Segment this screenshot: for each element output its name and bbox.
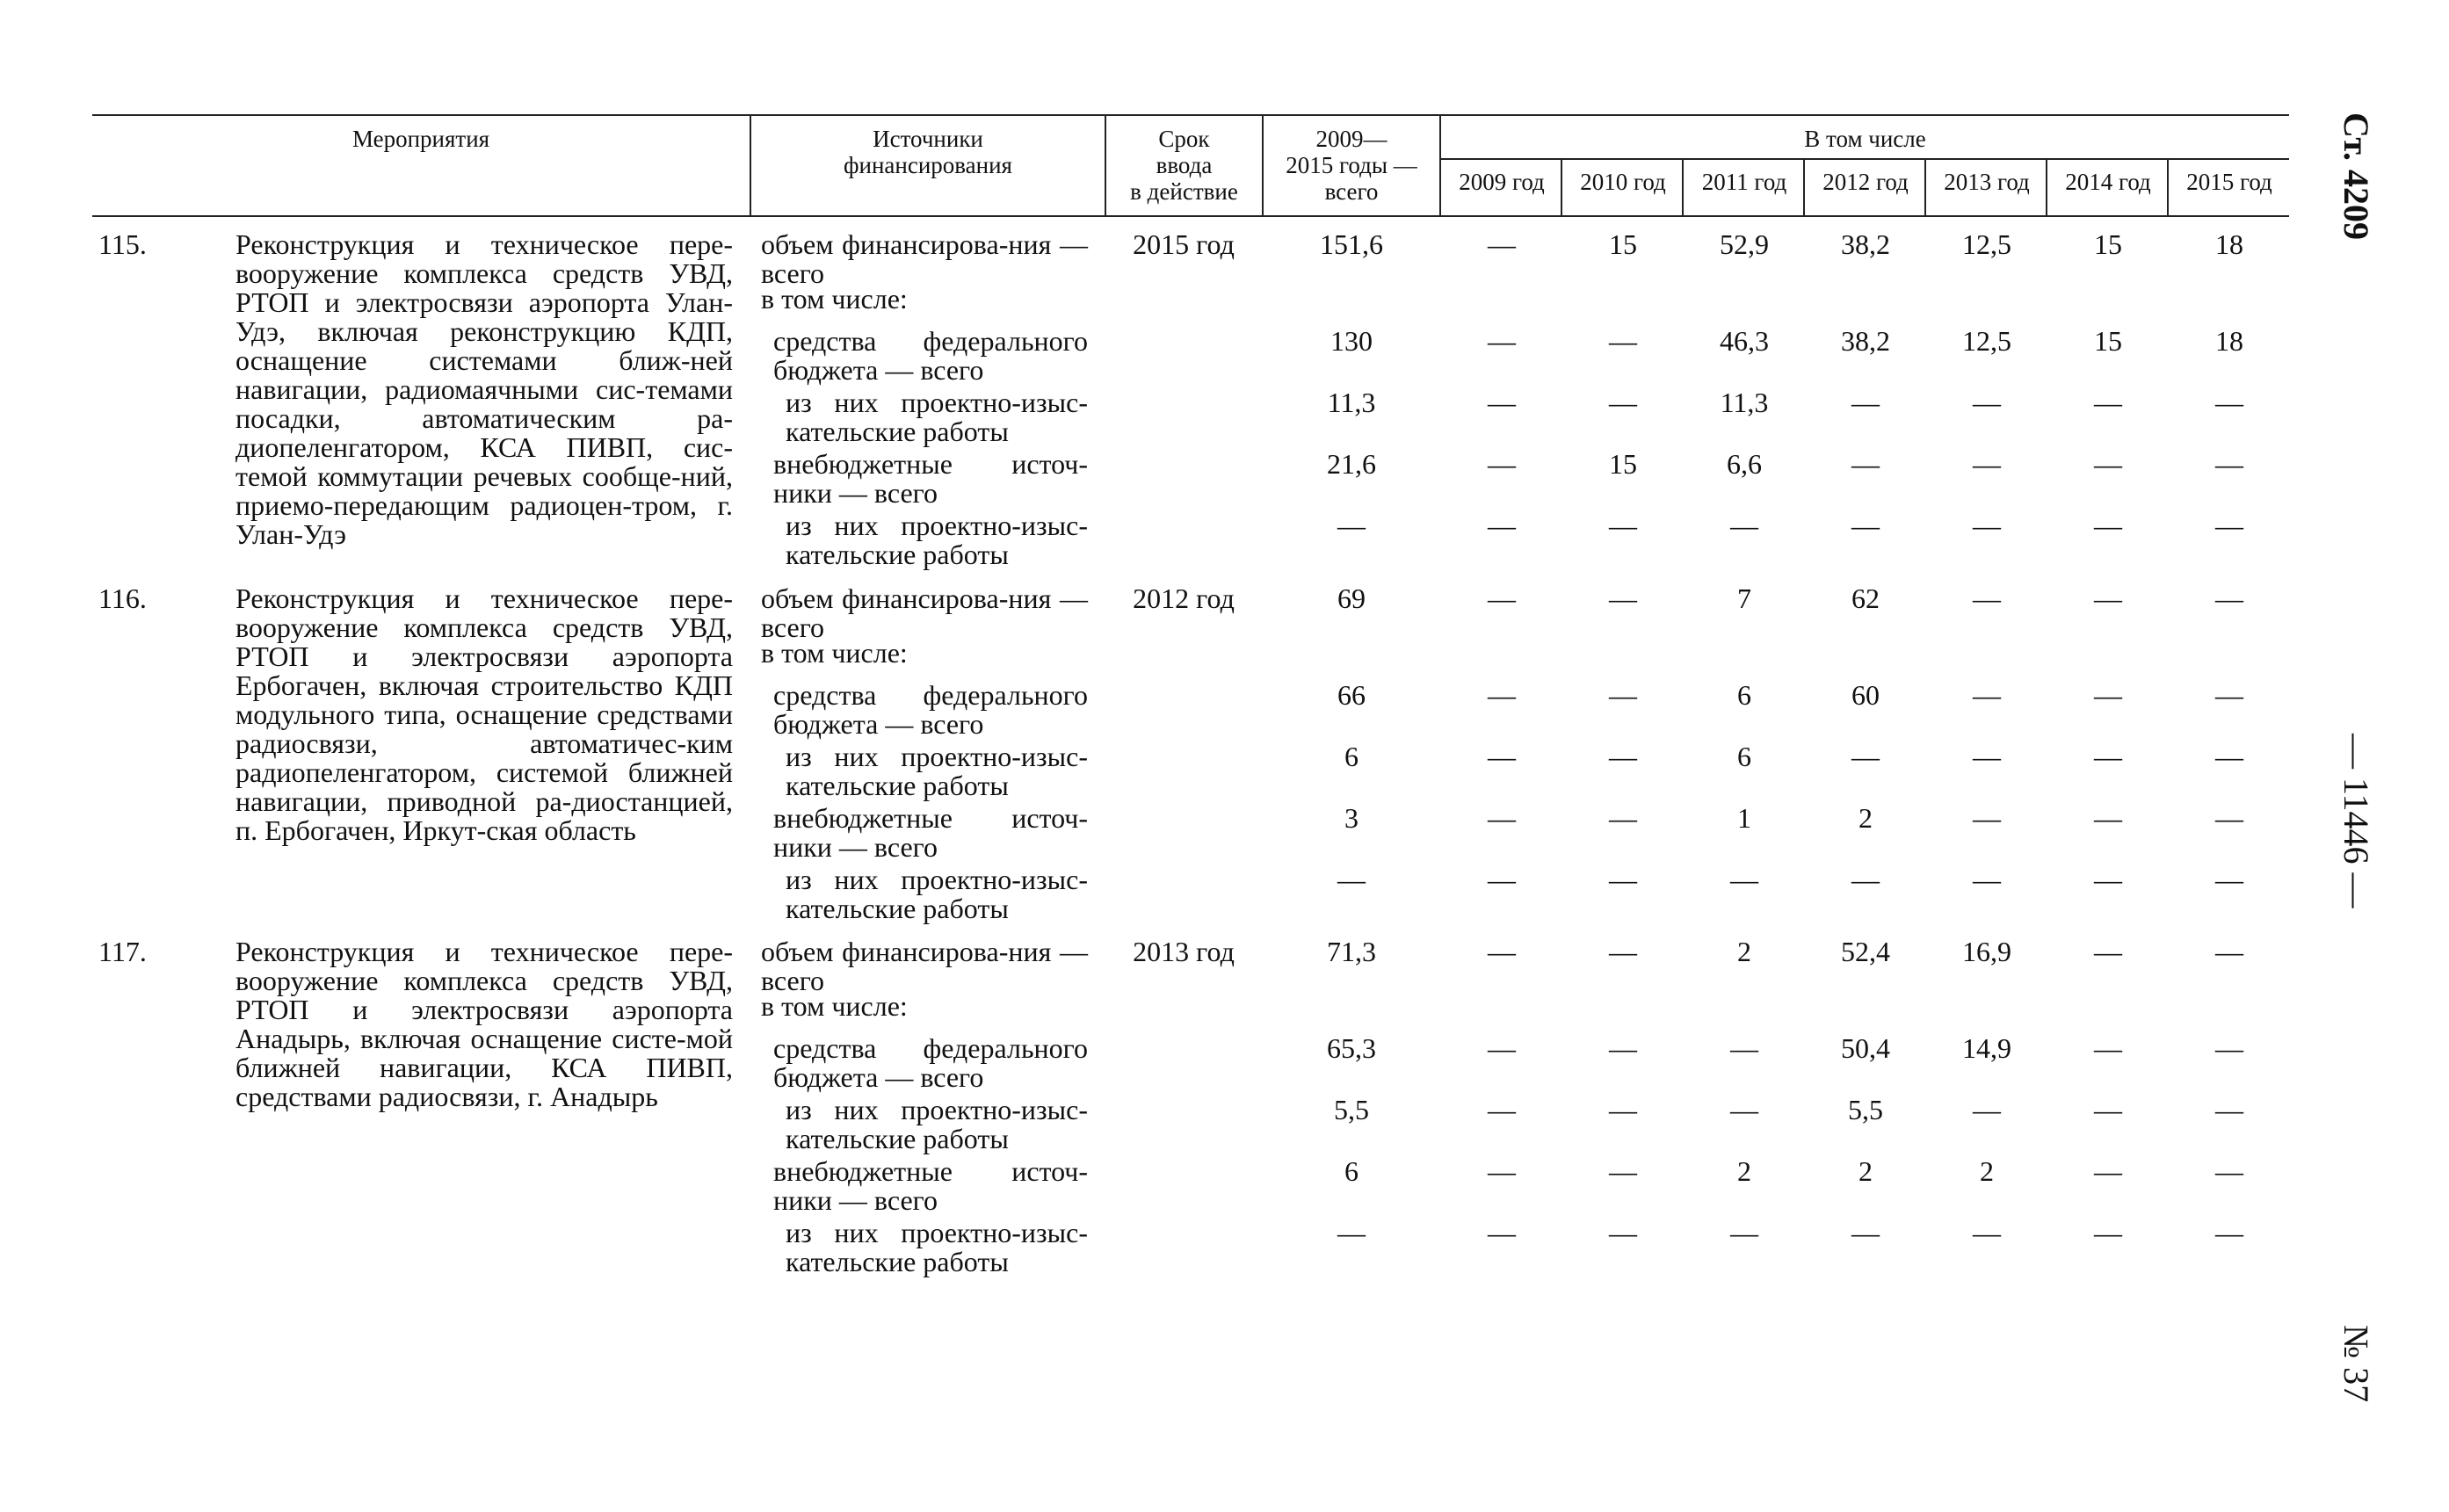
year-value-cell: — (1609, 936, 1637, 967)
year-value-cell: — (1488, 679, 1516, 711)
year-value-cell: 46,3 (1720, 325, 1769, 357)
year-value-cell: — (1488, 1155, 1516, 1187)
year-value-cell: 12,5 (1962, 228, 2011, 260)
total-value-cell: 3 (1344, 802, 1359, 834)
year-value-cell: — (1973, 679, 2001, 711)
year-value-cell: — (1488, 1094, 1516, 1125)
year-value-cell: — (2215, 936, 2243, 967)
header-including: В том числе (1804, 126, 1926, 152)
document-number: — 11446 — (2337, 734, 2376, 908)
year-value-cell: — (2215, 448, 2243, 480)
funding-source-label: из них проектно-изыс-кательские работы (786, 741, 1088, 801)
header-year-2009: 2009 год (1459, 169, 1545, 195)
year-value-cell: — (1609, 1217, 1637, 1248)
year-value-cell: — (1730, 1217, 1758, 1248)
year-value-cell: — (1973, 741, 2001, 772)
total-value-cell: 6 (1344, 1155, 1359, 1187)
year-value-cell: 2 (1737, 1155, 1751, 1187)
year-value-cell: — (2215, 679, 2243, 711)
year-value-cell: — (2215, 510, 2243, 541)
funding-source-label: внебюджетные источ-ники — всего (773, 1155, 1088, 1216)
year-value-cell: — (2094, 741, 2122, 772)
year-value-cell: 6,6 (1727, 448, 1762, 480)
year-value-cell: 15 (1609, 228, 1637, 260)
year-value-cell: 15 (2094, 325, 2122, 357)
year-value-cell: — (2215, 741, 2243, 772)
header-bottom-rule (92, 215, 2289, 217)
year-value-cell: — (1851, 1217, 1880, 1248)
funding-source-label: из них проектно-изыс-кательские работы (786, 1217, 1088, 1277)
year-value-cell: — (2094, 510, 2122, 541)
year-value-cell: — (2094, 864, 2122, 895)
year-value-cell: 2 (1858, 1155, 1873, 1187)
total-value-cell: 69 (1337, 582, 1366, 614)
funding-source-label: внебюджетные источ-ники — всего (773, 448, 1088, 509)
year-value-cell: — (1488, 582, 1516, 614)
year-value-cell: — (1488, 936, 1516, 967)
year-value-cell: — (1488, 387, 1516, 418)
year-value-cell: — (1609, 1155, 1637, 1187)
year-value-cell: 12,5 (1962, 325, 2011, 357)
total-value-cell: 130 (1330, 325, 1373, 357)
year-value-cell: 1 (1737, 802, 1751, 834)
year-value-cell: — (2094, 448, 2122, 480)
year-value-cell: — (2215, 864, 2243, 895)
year-value-cell: — (2094, 679, 2122, 711)
year-value-cell: — (2094, 936, 2122, 967)
year-value-cell: — (1609, 325, 1637, 357)
year-value-cell: 60 (1851, 679, 1880, 711)
funding-source-label: внебюджетные источ-ники — всего (773, 802, 1088, 863)
year-value-cell: — (1730, 510, 1758, 541)
year-value-cell: — (1973, 1094, 2001, 1125)
table-top-rule (92, 114, 2289, 116)
total-value-cell: 66 (1337, 679, 1366, 711)
year-value-cell: 50,4 (1841, 1032, 1890, 1064)
year-value-cell: 38,2 (1841, 228, 1890, 260)
year-value-cell: 38,2 (1841, 325, 1890, 357)
year-value-cell: — (1973, 802, 2001, 834)
year-value-cell: 18 (2215, 228, 2243, 260)
header-year-2012: 2012 год (1822, 169, 1909, 195)
funding-source-label: объем финансирова-ния — всего (761, 936, 1088, 996)
year-value-cell: — (1851, 387, 1880, 418)
year-value-cell: — (1609, 679, 1637, 711)
year-value-cell: — (1488, 1032, 1516, 1064)
year-value-cell: — (1609, 1094, 1637, 1125)
total-value-cell: 21,6 (1327, 448, 1376, 480)
year-value-cell: — (1609, 741, 1637, 772)
total-value-cell: 6 (1344, 741, 1359, 772)
row-number: 116. (98, 582, 147, 614)
header-year-2013: 2013 год (1944, 169, 2030, 195)
commissioning-term: 2015 год (1133, 228, 1235, 260)
total-value-cell: 151,6 (1320, 228, 1383, 260)
year-value-cell: — (1730, 1032, 1758, 1064)
year-value-cell: 2 (1737, 936, 1751, 967)
funding-source-label: средства федерального бюджета — всего (773, 679, 1088, 740)
year-value-cell: — (1488, 1217, 1516, 1248)
funding-source-label: в том числе: (761, 990, 908, 1022)
year-value-cell: — (1609, 802, 1637, 834)
year-value-cell: — (2094, 1032, 2122, 1064)
year-value-cell: — (1973, 387, 2001, 418)
header-year-2015: 2015 год (2186, 169, 2272, 195)
total-value-cell: 65,3 (1327, 1032, 1376, 1064)
year-value-cell: — (1609, 1032, 1637, 1064)
year-value-cell: 14,9 (1962, 1032, 2011, 1064)
total-value-cell: 71,3 (1327, 936, 1376, 967)
funding-source-label: из них проектно-изыс-кательские работы (786, 864, 1088, 924)
year-value-cell: — (2094, 387, 2122, 418)
header-total: 2009— 2015 годы — всего (1286, 126, 1417, 205)
funding-source-label: средства федерального бюджета — всего (773, 325, 1088, 386)
year-value-cell: — (1973, 448, 2001, 480)
year-value-cell: — (1851, 741, 1880, 772)
year-value-cell: 16,9 (1962, 936, 2011, 967)
year-value-cell: 6 (1737, 741, 1751, 772)
total-value-cell: — (1337, 1217, 1366, 1248)
year-value-cell: — (2094, 1094, 2122, 1125)
funding-source-label: из них проектно-изыс-кательские работы (786, 510, 1088, 570)
funding-source-label: в том числе: (761, 637, 908, 669)
year-value-cell: — (1851, 448, 1880, 480)
year-value-cell: — (1973, 510, 2001, 541)
year-value-cell: — (1488, 325, 1516, 357)
year-value-cell: — (2215, 582, 2243, 614)
row-number: 115. (98, 228, 147, 260)
year-value-cell: — (2215, 1217, 2243, 1248)
year-value-cell: — (1609, 582, 1637, 614)
year-value-cell: 11,3 (1720, 387, 1769, 418)
funding-source-label: из них проектно-изыс-кательские работы (786, 387, 1088, 447)
event-description: Реконструкция и техническое пере-вооружение комплекса средств УВД, РТОП и электросвязи аэропорта Улан-Удэ, включая реконструкцию КДП, оснащение системами ближ-ней навигации, радиомаячными сис-темами посадки, автоматическим ра-диопеленгатором, КСА ПИВП, сис-темой коммутации речевых сообще-ний, приемо-передающим радиоцен-тром, г. Улан-Удэ (235, 228, 733, 550)
year-value-cell: — (2215, 1094, 2243, 1125)
year-value-cell: — (1730, 1094, 1758, 1125)
event-description: Реконструкция и техническое пере-вооружение комплекса средств УВД, РТОП и электросвязи аэропорта Ербогачен, включая строительство КДП модульного типа, оснащение средствами радиосвязи, автоматичес-ким радиопеленгатором, системой ближней навигации, приводной ра-диостанцией, п. Ербогачен, Иркут-ская область (235, 582, 733, 846)
year-value-cell: — (1488, 448, 1516, 480)
year-value-cell: — (1973, 864, 2001, 895)
header-events: Мероприятия (351, 126, 490, 152)
year-value-cell: — (1488, 228, 1516, 260)
year-value-cell: — (2215, 387, 2243, 418)
funding-source-label: в том числе: (761, 283, 908, 315)
year-value-cell: 62 (1851, 582, 1880, 614)
header-year-2014: 2014 год (2065, 169, 2151, 195)
year-value-cell: — (1609, 864, 1637, 895)
year-value-cell: — (1851, 864, 1880, 895)
year-value-cell: — (2215, 1032, 2243, 1064)
year-value-cell: — (1488, 741, 1516, 772)
header-year-2011: 2011 год (1701, 169, 1787, 195)
header-sources: Источники финансирования (844, 126, 1012, 178)
year-value-cell: 2 (1980, 1155, 1994, 1187)
commissioning-term: 2012 год (1133, 582, 1235, 614)
header-year-2010: 2010 год (1580, 169, 1666, 195)
year-value-cell: 7 (1737, 582, 1751, 614)
year-value-cell: 15 (2094, 228, 2122, 260)
year-value-cell: — (1488, 510, 1516, 541)
page-reference: Ст. 4209 (2337, 112, 2376, 240)
year-value-cell: — (1609, 510, 1637, 541)
year-value-cell: 15 (1609, 448, 1637, 480)
year-value-cell: 6 (1737, 679, 1751, 711)
year-value-cell: — (1488, 802, 1516, 834)
total-value-cell: — (1337, 510, 1366, 541)
year-value-cell: 18 (2215, 325, 2243, 357)
funding-source-label: объем финансирова-ния — всего (761, 228, 1088, 289)
year-value-cell: 5,5 (1848, 1094, 1883, 1125)
year-value-cell: — (1488, 864, 1516, 895)
year-value-cell: — (2094, 802, 2122, 834)
commissioning-term: 2013 год (1133, 936, 1235, 967)
funding-source-label: объем финансирова-ния — всего (761, 582, 1088, 643)
year-value-cell: — (2094, 1217, 2122, 1248)
year-value-cell: — (1730, 864, 1758, 895)
funding-source-label: средства федерального бюджета — всего (773, 1032, 1088, 1093)
event-description: Реконструкция и техническое пере-вооружение комплекса средств УВД, РТОП и электросвязи аэропорта Анадырь, включая оснащение систе-мой ближней навигации, КСА ПИВП, средствами радиосвязи, г. Анадырь (235, 936, 733, 1112)
year-value-cell: — (2094, 582, 2122, 614)
total-value-cell: — (1337, 864, 1366, 895)
year-subheader-rule (1439, 158, 2289, 160)
year-value-cell: 52,9 (1720, 228, 1769, 260)
year-value-cell: — (2215, 802, 2243, 834)
total-value-cell: 11,3 (1327, 387, 1376, 418)
year-value-cell: — (1609, 387, 1637, 418)
funding-source-label: из них проектно-изыс-кательские работы (786, 1094, 1088, 1154)
year-value-cell: — (2094, 1155, 2122, 1187)
year-value-cell: 52,4 (1841, 936, 1890, 967)
year-value-cell: — (1973, 582, 2001, 614)
header-term: Срок ввода в действие (1130, 126, 1238, 205)
year-value-cell: — (2215, 1155, 2243, 1187)
issue-number: № 37 (2337, 1325, 2376, 1403)
year-value-cell: — (1973, 1217, 2001, 1248)
total-value-cell: 5,5 (1334, 1094, 1369, 1125)
row-number: 117. (98, 936, 147, 967)
year-value-cell: 2 (1858, 802, 1873, 834)
year-value-cell: — (1851, 510, 1880, 541)
